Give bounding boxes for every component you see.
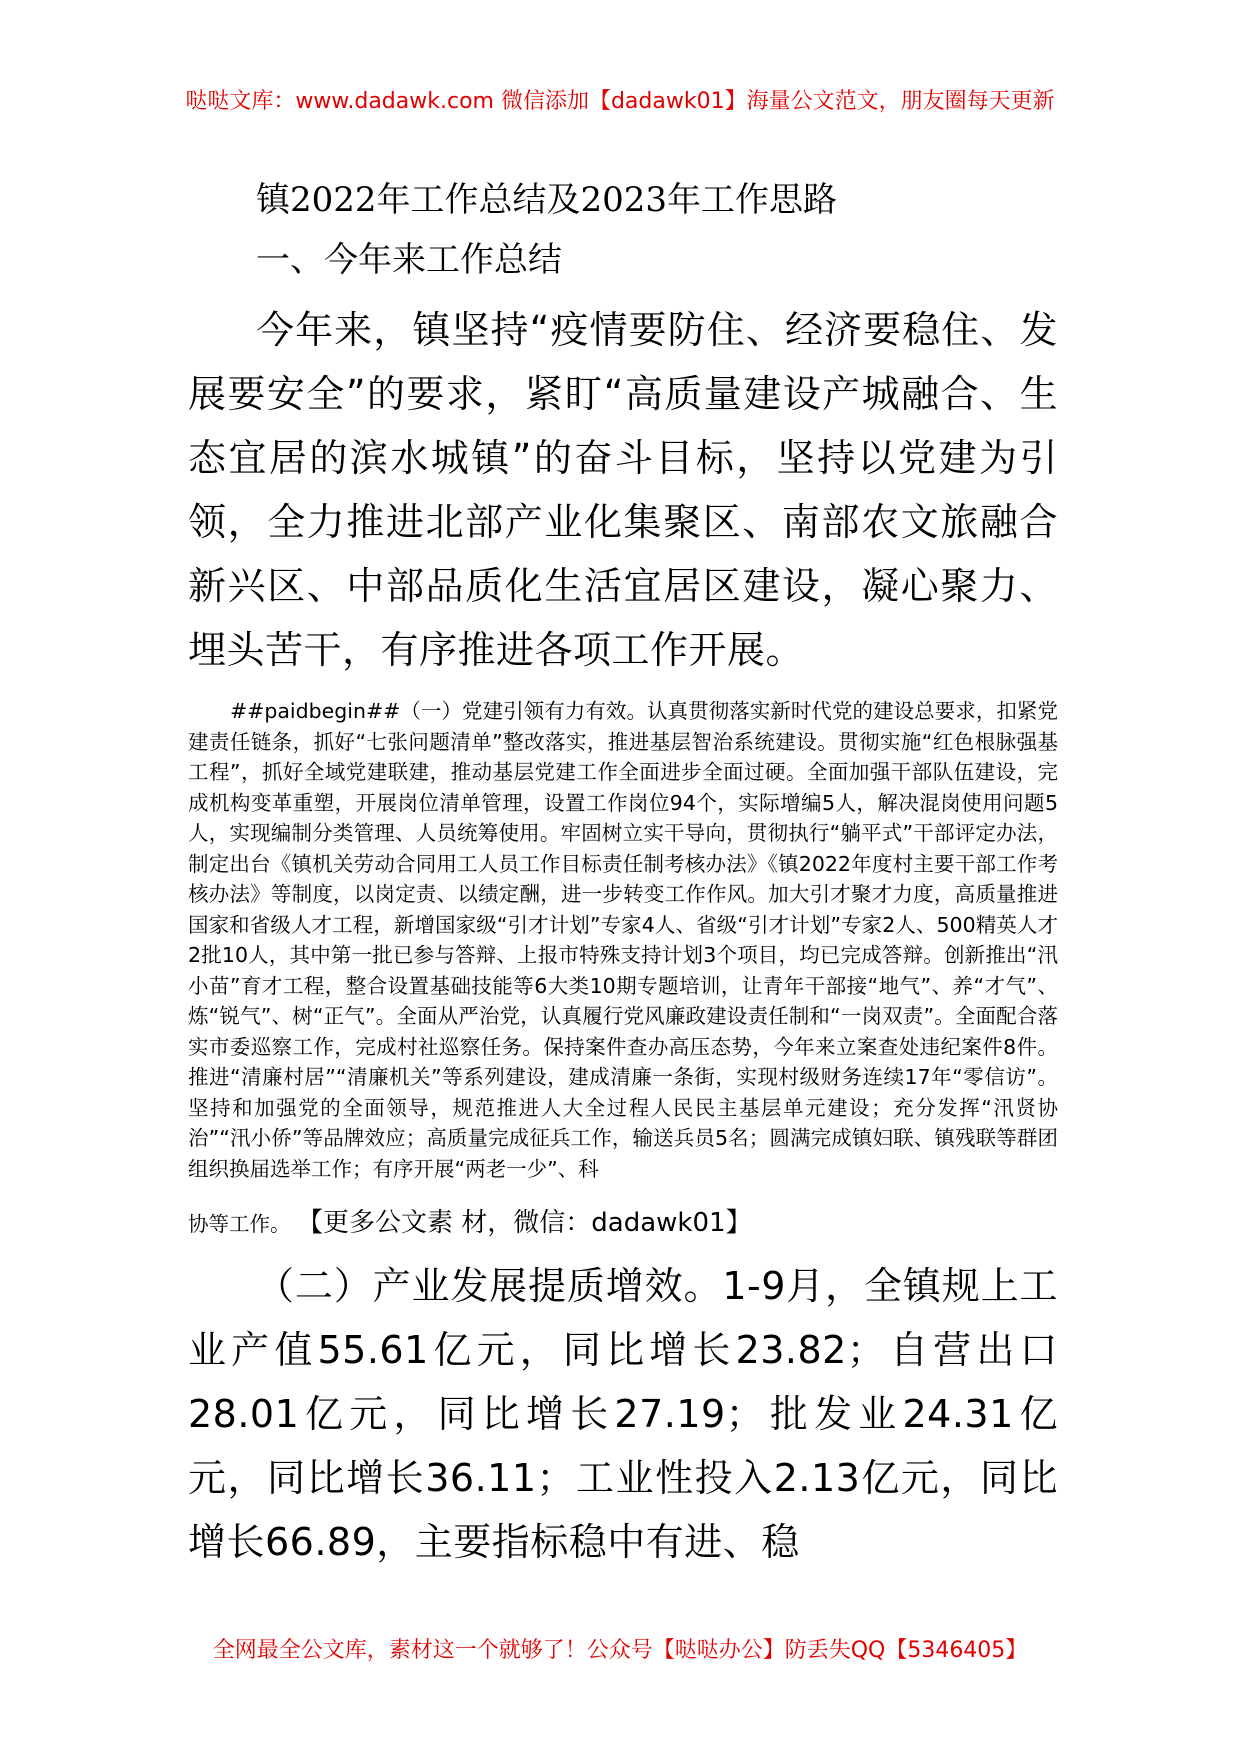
- inline-promo: 【更多公文素 材，微信：dadawk01】: [297, 1208, 752, 1238]
- section-heading: 一、今年来工作总结: [256, 240, 562, 280]
- industry-paragraph: （二）产业发展提质增效。1-9月，全镇规上工业产值55.61亿元，同比增长23.82；自营出口28.01亿元，同比增长27.19；批发业24.31亿元，同比增长36.11；工业性投入2.13亿元，同比增长66.89，主要指标稳中有进、稳: [188, 1263, 1058, 1564]
- party-building-paragraph: ##paidbegin##（一）党建引领有力有效。认真贯彻落实新时代党的建设总要求，扣紧党建责任链条，抓好“七张问题清单”整改落实，推进基层智治系统建设。贯彻实施“红色根脉强基工程”，抓好全域党建联建，推动基层党建工作全面进步全面过硬。全面加强干部队伍建设，完成机构变革重塑，开展岗位清单管理，设置工作岗位94个，实际增编5人，解决混岗使用问题5人，实现编制分类管理、人员统筹使用。牢固树立实干导向，贯彻执行“躺平式”干部评定办法，制定出台《镇机关劳动合同用工人员工作目标责任制考核办法》《镇2022年度村主要干部工作考核办法》等制度，以岗定责、以绩定酬，进一步转变工作作风。加大引才聚才力度，高质量推进国家和省级人才工程，新增国家级“引才计划”专家4人、省级“引才计划”专家2人、500精英人才2批10人，其中第一批已参与答辩、上报市特殊支持计划3个项目，均已完成答辩。创新推出“汛小苗”育才工程，整合设置基础技能等6大类10期专题培训，让青年干部接“地气”、养“才气”、炼“锐气”、树“正气”。全面从严治党，认真履行党风廉政建设责任制和“一岗双责”。全面配合落实市委巡察工作，完成村社巡察任务。保持案件查办高压态势，今年来立案查处违纪案件8件。推进“清廉村居”“清廉机关”等系列建设，建成清廉一条街，实现村级财务连续17年“零信访”。 坚持和加强党的全面领导，规范推进人大全过程人民民主基层单元建设；充分发挥“汛贤协治”“汛小侨”等品牌效应；高质量完成征兵工作，输送兵员5名；圆满完成镇妇联、镇残联等群团组织换届选举工作；有序开展“两老一少”、科: [188, 699, 1058, 1181]
- document-title: 镇2022年工作总结及2023年工作思路: [256, 180, 838, 220]
- footer-banner: 全网最全公文库，素材这一个就够了！公众号【哒哒办公】防丢失QQ【5346405】: [212, 1638, 1028, 1663]
- header-banner: 哒哒文库：www.dadawk.com 微信添加【dadawk01】海量公文范文，朋友圈每天更新: [185, 89, 1055, 114]
- paragraph-end-line: [188, 1208, 1058, 1240]
- document-body: [188, 170, 1058, 1574]
- paragraph-end-text: 协等工作。: [188, 1212, 291, 1236]
- intro-paragraph: 今年来，镇坚持“疫情要防住、经济要稳住、发展要安全”的要求，紧盯“高质量建设产城融合、生态宜居的滨水城镇”的奋斗目标，坚持以党建为引领，全力推进北部产业化集聚区、南部农文旅融合新兴区、中部品质化生活宜居区建设，凝心聚力、埋头苦干，有序推进各项工作开展。: [188, 308, 1058, 672]
